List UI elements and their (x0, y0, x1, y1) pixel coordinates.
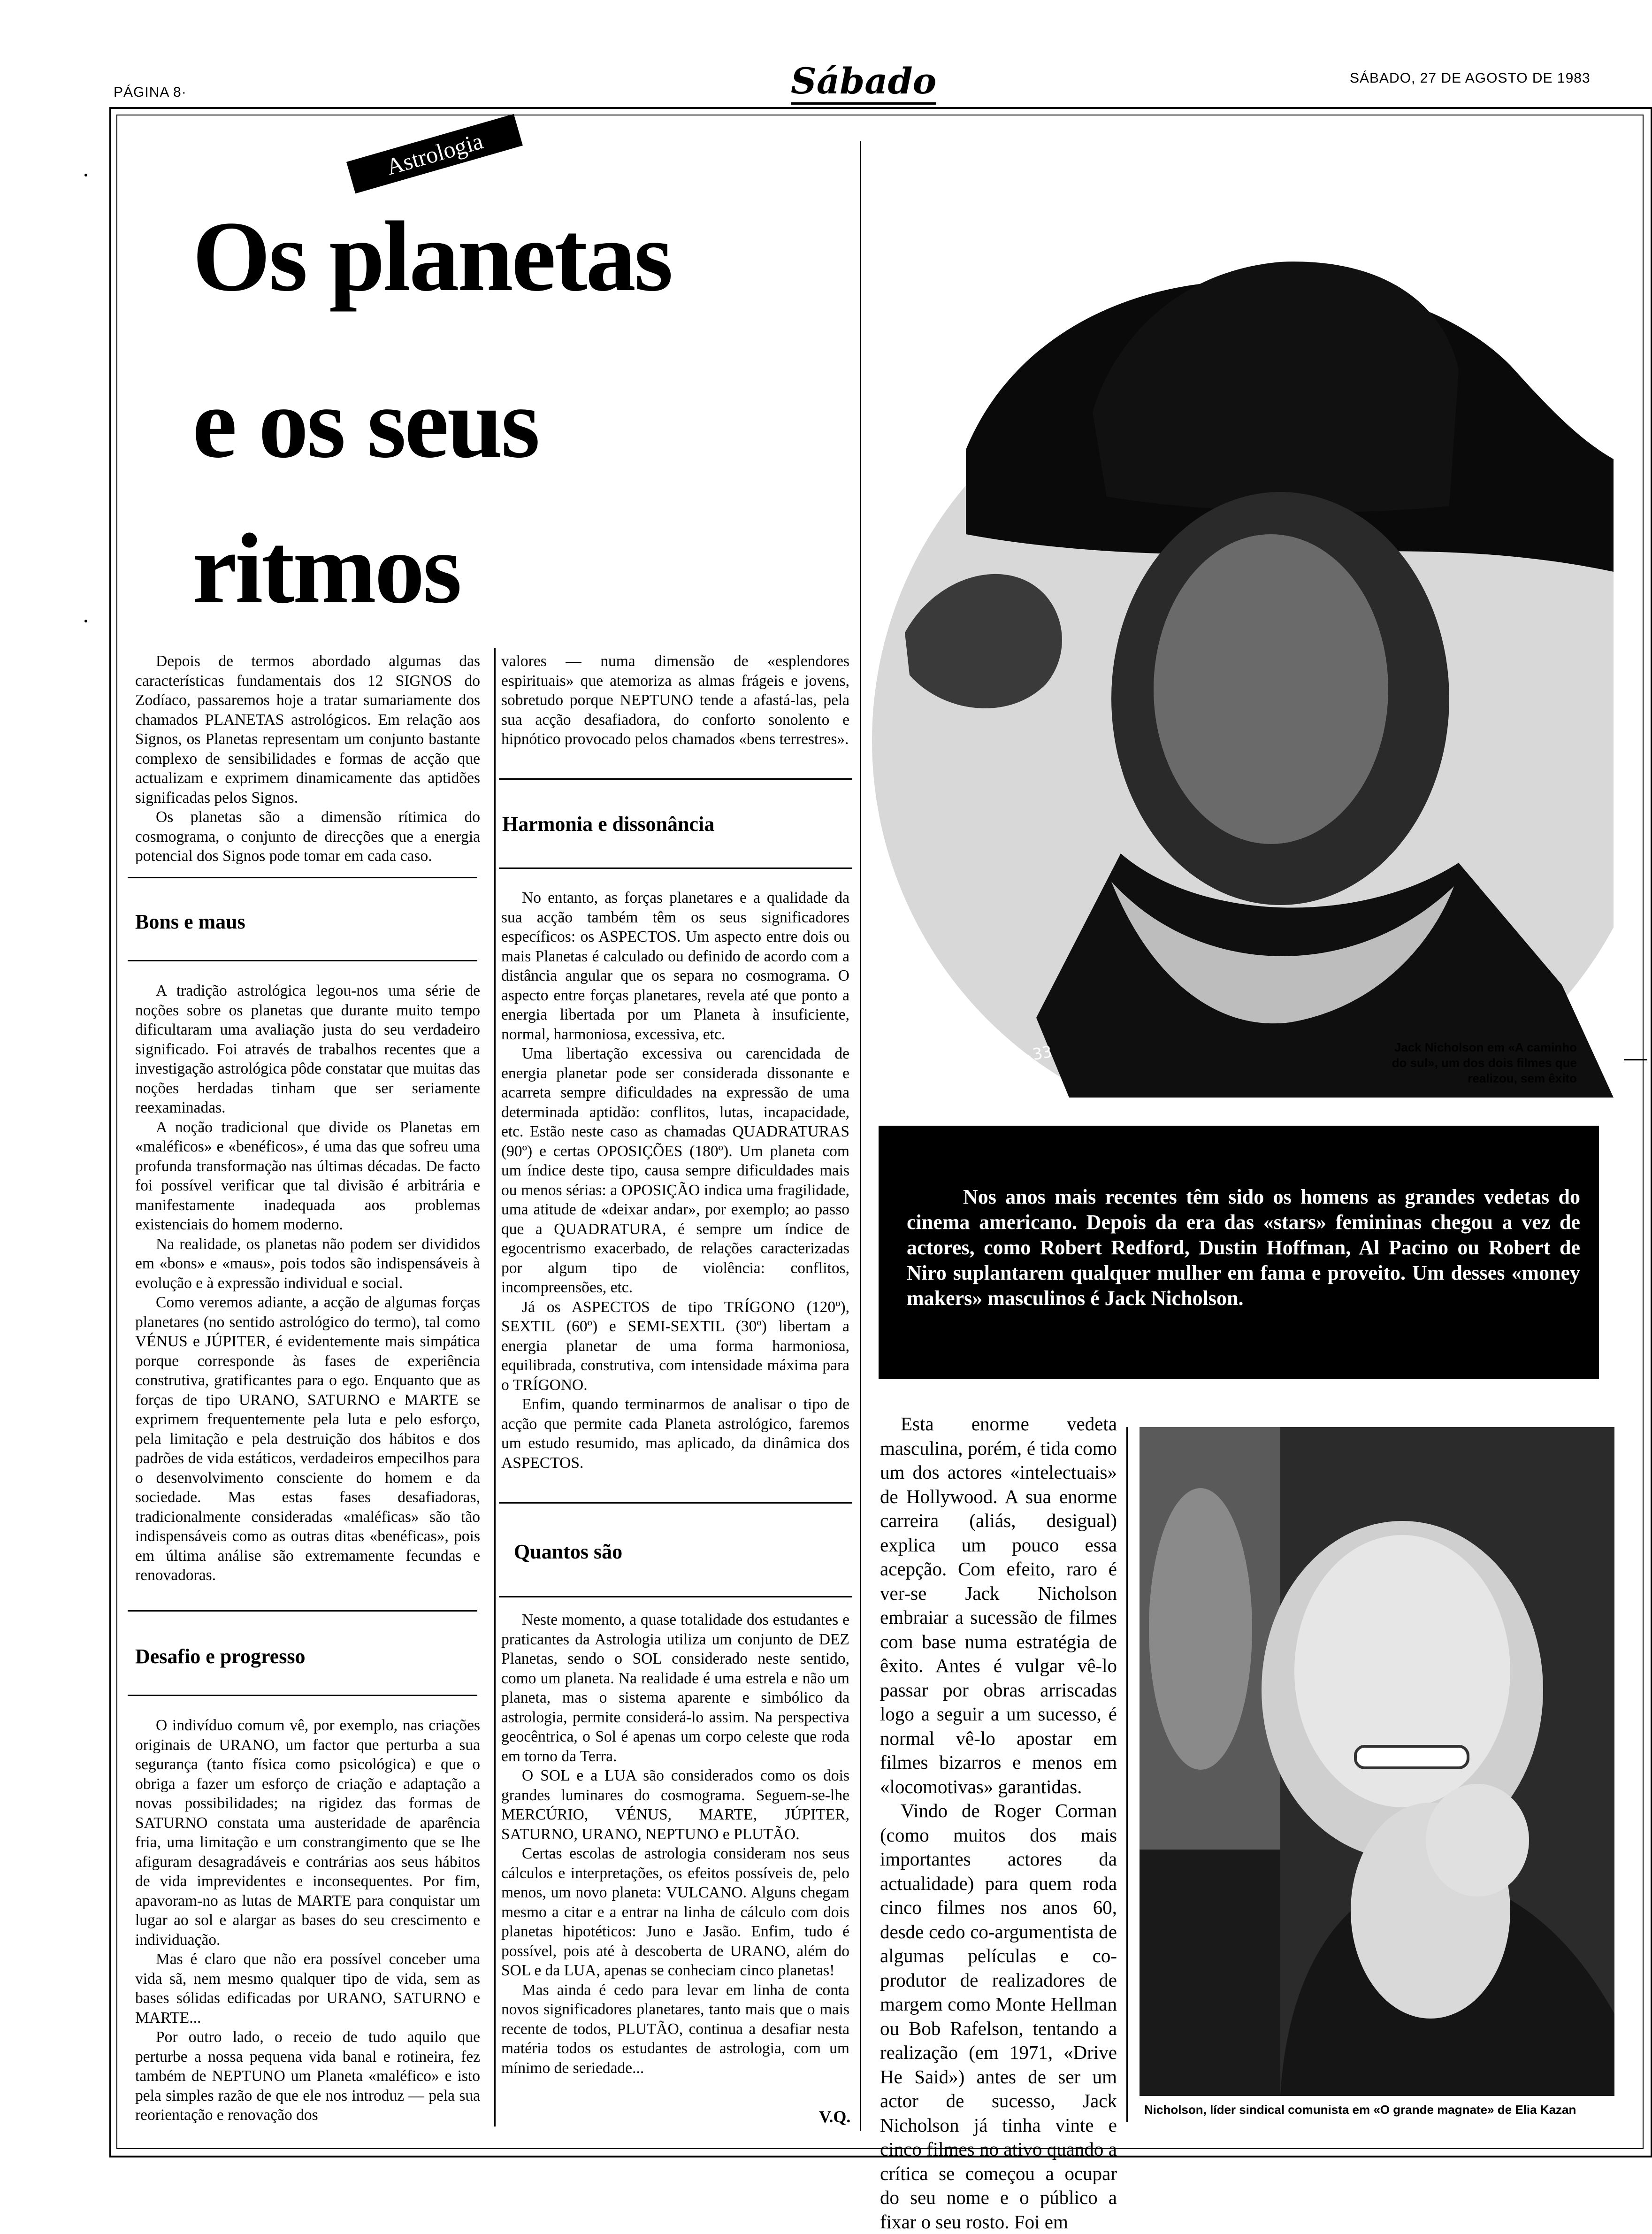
photo-nicholson-smile-image (1140, 1427, 1614, 2096)
paragraph: Certas escolas de astrologia consideram nos seus cálculos e interpretações, os efeitos possíveis de, pelo menos, um novo planeta: VULCANO. Alguns chegam mesmo a citar e a entrar na linha de cálculo com dois planetas hipotéticos: Juno e Jasão. Enfim, tudo é possível, pois até à descoberta de URANO, além do SOL e da LUA, apenas se conheciam cinco planetas! (501, 1845, 849, 1979)
pull-quote-box (879, 1126, 1599, 1379)
scan-mark (1624, 1059, 1647, 1060)
paragraph: Na realidade, os planetas não podem ser divididos em «bons» e «maus», pois todos são indispensáveis à evolução e à expressão individual e social. (135, 1235, 480, 1292)
paragraph: valores — numa dimensão de «esplendores espirituais» que atemoriza as almas frágeis e jovens, sobretudo porque NEPTUNO tende a afastá-las, pela sua acção desafiadora, do conforto sonolento e hipnótico provocado pelos chamados «bens terrestres». (501, 653, 849, 748)
article-intro (135, 652, 480, 866)
paragraph: A tradição astrológica legou-nos uma série de noções sobre os planetas que durante muito tempo dificultaram uma avaliação justa do seu verdadeiro significado. Foi através de trabalhos recentes que a investigação astrológica pôde constatar que muitas das noções herdadas tinham que ser seriamente reexaminadas. (135, 982, 480, 1116)
newspaper-logo: Sábado (791, 60, 936, 105)
section-harmonia (501, 888, 849, 1473)
divider (499, 1502, 852, 1504)
paragraph: O indivíduo comum vê, por exemplo, nas criações originais de URANO, um factor que perturba a sua segurança (tanto física como psicológica) e que o obriga a fazer um esforço de criação e adaptação a novas possibilidades; na rigidez das formas de SATURNO constata uma austeridade de aparência fria, uma limitação e um constrangimento que se lhe afiguram desagradáveis e contrárias aos seus hábitos de vida imprevidentes e inconsequentes. Por fim, apavoram-no as lutas de MARTE para conquistar um lugar ao sol e alargar as bases do seu crescimento e individuação. (135, 1717, 480, 1949)
paragraph: Enfim, quando terminarmos de analisar o tipo de acção que permite cada Planeta astrológico, faremos um estudo resumido, mas aplicado, da dinâmica dos ASPECTOS. (501, 1396, 849, 1472)
section-bons-e-maus (135, 981, 480, 1585)
paragraph: Uma libertação excessiva ou carencidada de energia planetar pode ser considerada dissonante e acarreta sempre dificuldades na expressão de uma determinada aptidão: conflitos, lutas, incapacidade, etc. Estão neste caso as chamadas QUADRATURAS (90º) e certas OPOSIÇÕES (180º). Um planeta com um índice deste tipo, causa sempre dificuldades mais ou menos sérias: a OPOSIÇÃO indica uma fragilidade, uma atitude de «deixar andar», por exemplo; ao passo que a QUADRATURA, é sempre um índice de egocentrismo exacerbado, de relações caracterizadas por algum tipo de violência: conflitos, incompreensões, etc. (501, 1045, 849, 1296)
divider (128, 1610, 477, 1612)
paragraph: Por outro lado, o receio de tudo aquilo que perturbe a nossa pequena vida banal e rotineira, fez também de NEPTUNO um Planeta «maléfico» e isto pela simples razão de que ele nos introduz — pela sua reorientação e renovação dos (135, 2028, 480, 2124)
photo-nicholson-hat (867, 149, 1614, 1098)
photo-stamp: 68-5304-33 (956, 1042, 1054, 1078)
subheading-desafio-e-progresso: Desafio e progresso (135, 1645, 306, 1668)
photo-nicholson-smile (1140, 1427, 1614, 2096)
photo-caption-1: Jack Nicholson em «A caminho do sul», um dos dois filmes que realizou, sem êxito (1392, 1040, 1577, 1085)
scan-mark (84, 174, 87, 177)
photo-caption-2: Nicholson, líder sindical comunista em «O grande magnate» de Elia Kazan (1144, 2103, 1576, 2117)
paragraph: Depois de termos abordado algumas das características fundamentais dos 12 SIGNOS do Zodíaco, passaremos hoje a tratar sumariamente dos chamados PLANETAS astrológicos. Em relação aos Signos, os Planetas representam um conjunto bastante complexo de sensibilidades e formas de acção que actualizam e exprimem dinamicamente das aptidões significadas pelos Signos. (135, 653, 480, 806)
subheading-quantos-sao: Quantos são (514, 1540, 623, 1563)
section-tag: Astrologia (346, 114, 523, 194)
paragraph: Já os ASPECTOS de tipo TRÍGONO (120º), SEXTIL (60º) e SEMI-SEXTIL (30º) libertam a energia planetar de uma forma harmoniosa, equilibrada, construtiva, com intensidade máxima para o TRÍGONO. (501, 1298, 849, 1394)
section-quantos-sao (501, 1610, 849, 2078)
photo-nicholson-hat-image (867, 149, 1614, 1098)
paragraph: Os planetas são a dimensão rítimica do cosmograma, o conjunto de direcções que a energia potencial dos Signos pode tomar em cada caso. (135, 808, 480, 865)
subheading-bons-e-maus: Bons e maus (135, 910, 245, 933)
issue-date: SÁBADO, 27 DE AGOSTO DE 1983 (1350, 70, 1591, 86)
paragraph: Mas ainda é cedo para levar em linha de conta novos significadores planetares, tanto mais que o mais recente de todos, PLUTÃO, continua a desafiar nesta matéria todos os estudantes de astrologia, com um mínimo de seriedade... (501, 1981, 849, 2077)
paragraph: Neste momento, a quase totalidade dos estudantes e praticantes da Astrologia utiliza um conjunto de DEZ Planetas, sendo o SOL considerado neste sentido, como um planeta. Na realidade é uma estrela e não um planeta, mas o sistema aparente e simbólico da astrologia, permite considerá-lo assim. Na perspectiva geocêntrica, o Sol é apenas um corpo celeste que roda em torno da Terra. (501, 1611, 849, 1765)
paragraph: Como veremos adiante, a acção de algumas forças planetares (no sentido astrológico do termo), tal como VÉNUS e JÚPITER, é evidentemente mais simpática porque corresponde às fases de experiência construtiva, gratificantes para o ego. Enquanto que as forças de tipo URANO, SATURNO e MARTE se exprimem frequentemente pela luta e pelo esforço, pela limitação e pela destruição dos hábitos e dos padrões de vida estáticos, verdadeiros empecilhos para o desenvolvimento consciente do homem e da sociedade. Mas estas fases desafiadoras, tradicionalmente consideradas «maléficas» são tão indispensáveis como as outras ditas «benéficas», pois em última análise são extremamente fecundas e renovadoras. (135, 1294, 480, 1584)
column-rule-1 (494, 648, 496, 2127)
column-rule-3 (1126, 1427, 1128, 2122)
divider (499, 867, 852, 869)
headline-line-1: Os planetas (192, 201, 672, 312)
section-desafio-e-progresso (135, 1716, 480, 2125)
paragraph: Esta enorme vedeta masculina, porém, é tida como um dos actores «intelectuais» de Hollywood. A sua enorme carreira (aliás, desigual) explica um pouco essa acepção. Com efeito, raro é ver-se Jack Nicholson embraiar a sucessão de filmes com base numa estratégia de êxito. Antes é vulgar vê-lo passar por obras arriscadas logo a seguir a um sucesso, é normal vê-lo apostar em filmes bizarros e menos em «locomotivas» garantidas. (880, 1413, 1117, 1797)
divider (128, 1695, 477, 1696)
paragraph: A noção tradicional que divide os Planetas em «maléficos» e «benéficos», é uma das que sofreu uma profunda transformação nas últimas décadas. De facto foi possível verificar que tal divisão é arbitrária e manifestamente inadequada aos problemas existenciais do homem moderno. (135, 1118, 480, 1233)
headline-line-2: e os seus (192, 368, 538, 479)
divider (128, 877, 477, 878)
paragraph: O SOL e a LUA são considerados como os dois grandes luminares do cosmograma. Seguem-se-lhe MERCÚRIO, VÉNUS, MARTE, JÚPITER, SATURNO, URANO, NEPTUNO e PLUTÃO. (501, 1767, 849, 1843)
column-rule-2 (860, 141, 861, 2131)
divider (499, 1596, 852, 1597)
pull-quote-text: Nos anos mais recentes têm sido os homens as grandes vedetas do cinema americano. Depois da era das «stars» femininas chegou a vez de actores, como Robert Redford, Dustin Hoffman, Al Pacino ou Robert de Niro suplantarem qualquer mulher em fama e proveito. Um desses «money makers» masculinos é Jack Nicholson. (907, 1185, 1580, 1310)
paragraph: No entanto, as forças planetares e a qualidade da sua acção também têm os seus significadores específicos: os ASPECTOS. Um aspecto entre dois ou mais Planetas é calculado ou definido de acordo com a distância angular que os separa no cosmograma. O aspecto entre forças planetares, revela até que ponto a energia libertada por um Planeta à insuficiente, normal, harmoniosa, excessiva, etc. (501, 889, 849, 1043)
page-number: PÁGINA 8· (114, 84, 187, 100)
paragraph: Vindo de Roger Corman (como muitos dos mais importantes actores da actualidade) para quem roda cinco filmes nos anos 60, desde cedo co-argumentista de algumas películas e co-produtor de realizadores de margem como Monte Hellman ou Bob Rafelson, tentando a realização (em 1971, «Drive He Said») antes de ser um actor de sucesso, Jack Nicholson já tinha vinte e cinco filmes no ativo quando a crítica se começou a ocupar do seu nome e o público a fixar o seu rosto. Foi em (880, 1800, 1117, 2233)
scan-mark (84, 620, 87, 622)
author-signature: V.Q. (819, 2107, 851, 2126)
headline-line-3: ritmos (192, 513, 460, 624)
paragraph: Mas é claro que não era possível conceber uma vida sã, nem mesmo qualquer tipo de vida, sem as bases sólidas edificadas por URANO, SATURNO e MARTE... (135, 1950, 480, 2027)
column-3-text (880, 1412, 1117, 2234)
column-2-continuation (501, 652, 849, 749)
divider (499, 778, 852, 780)
divider (128, 960, 477, 961)
subheading-harmonia: Harmonia e dissonância (502, 813, 715, 836)
